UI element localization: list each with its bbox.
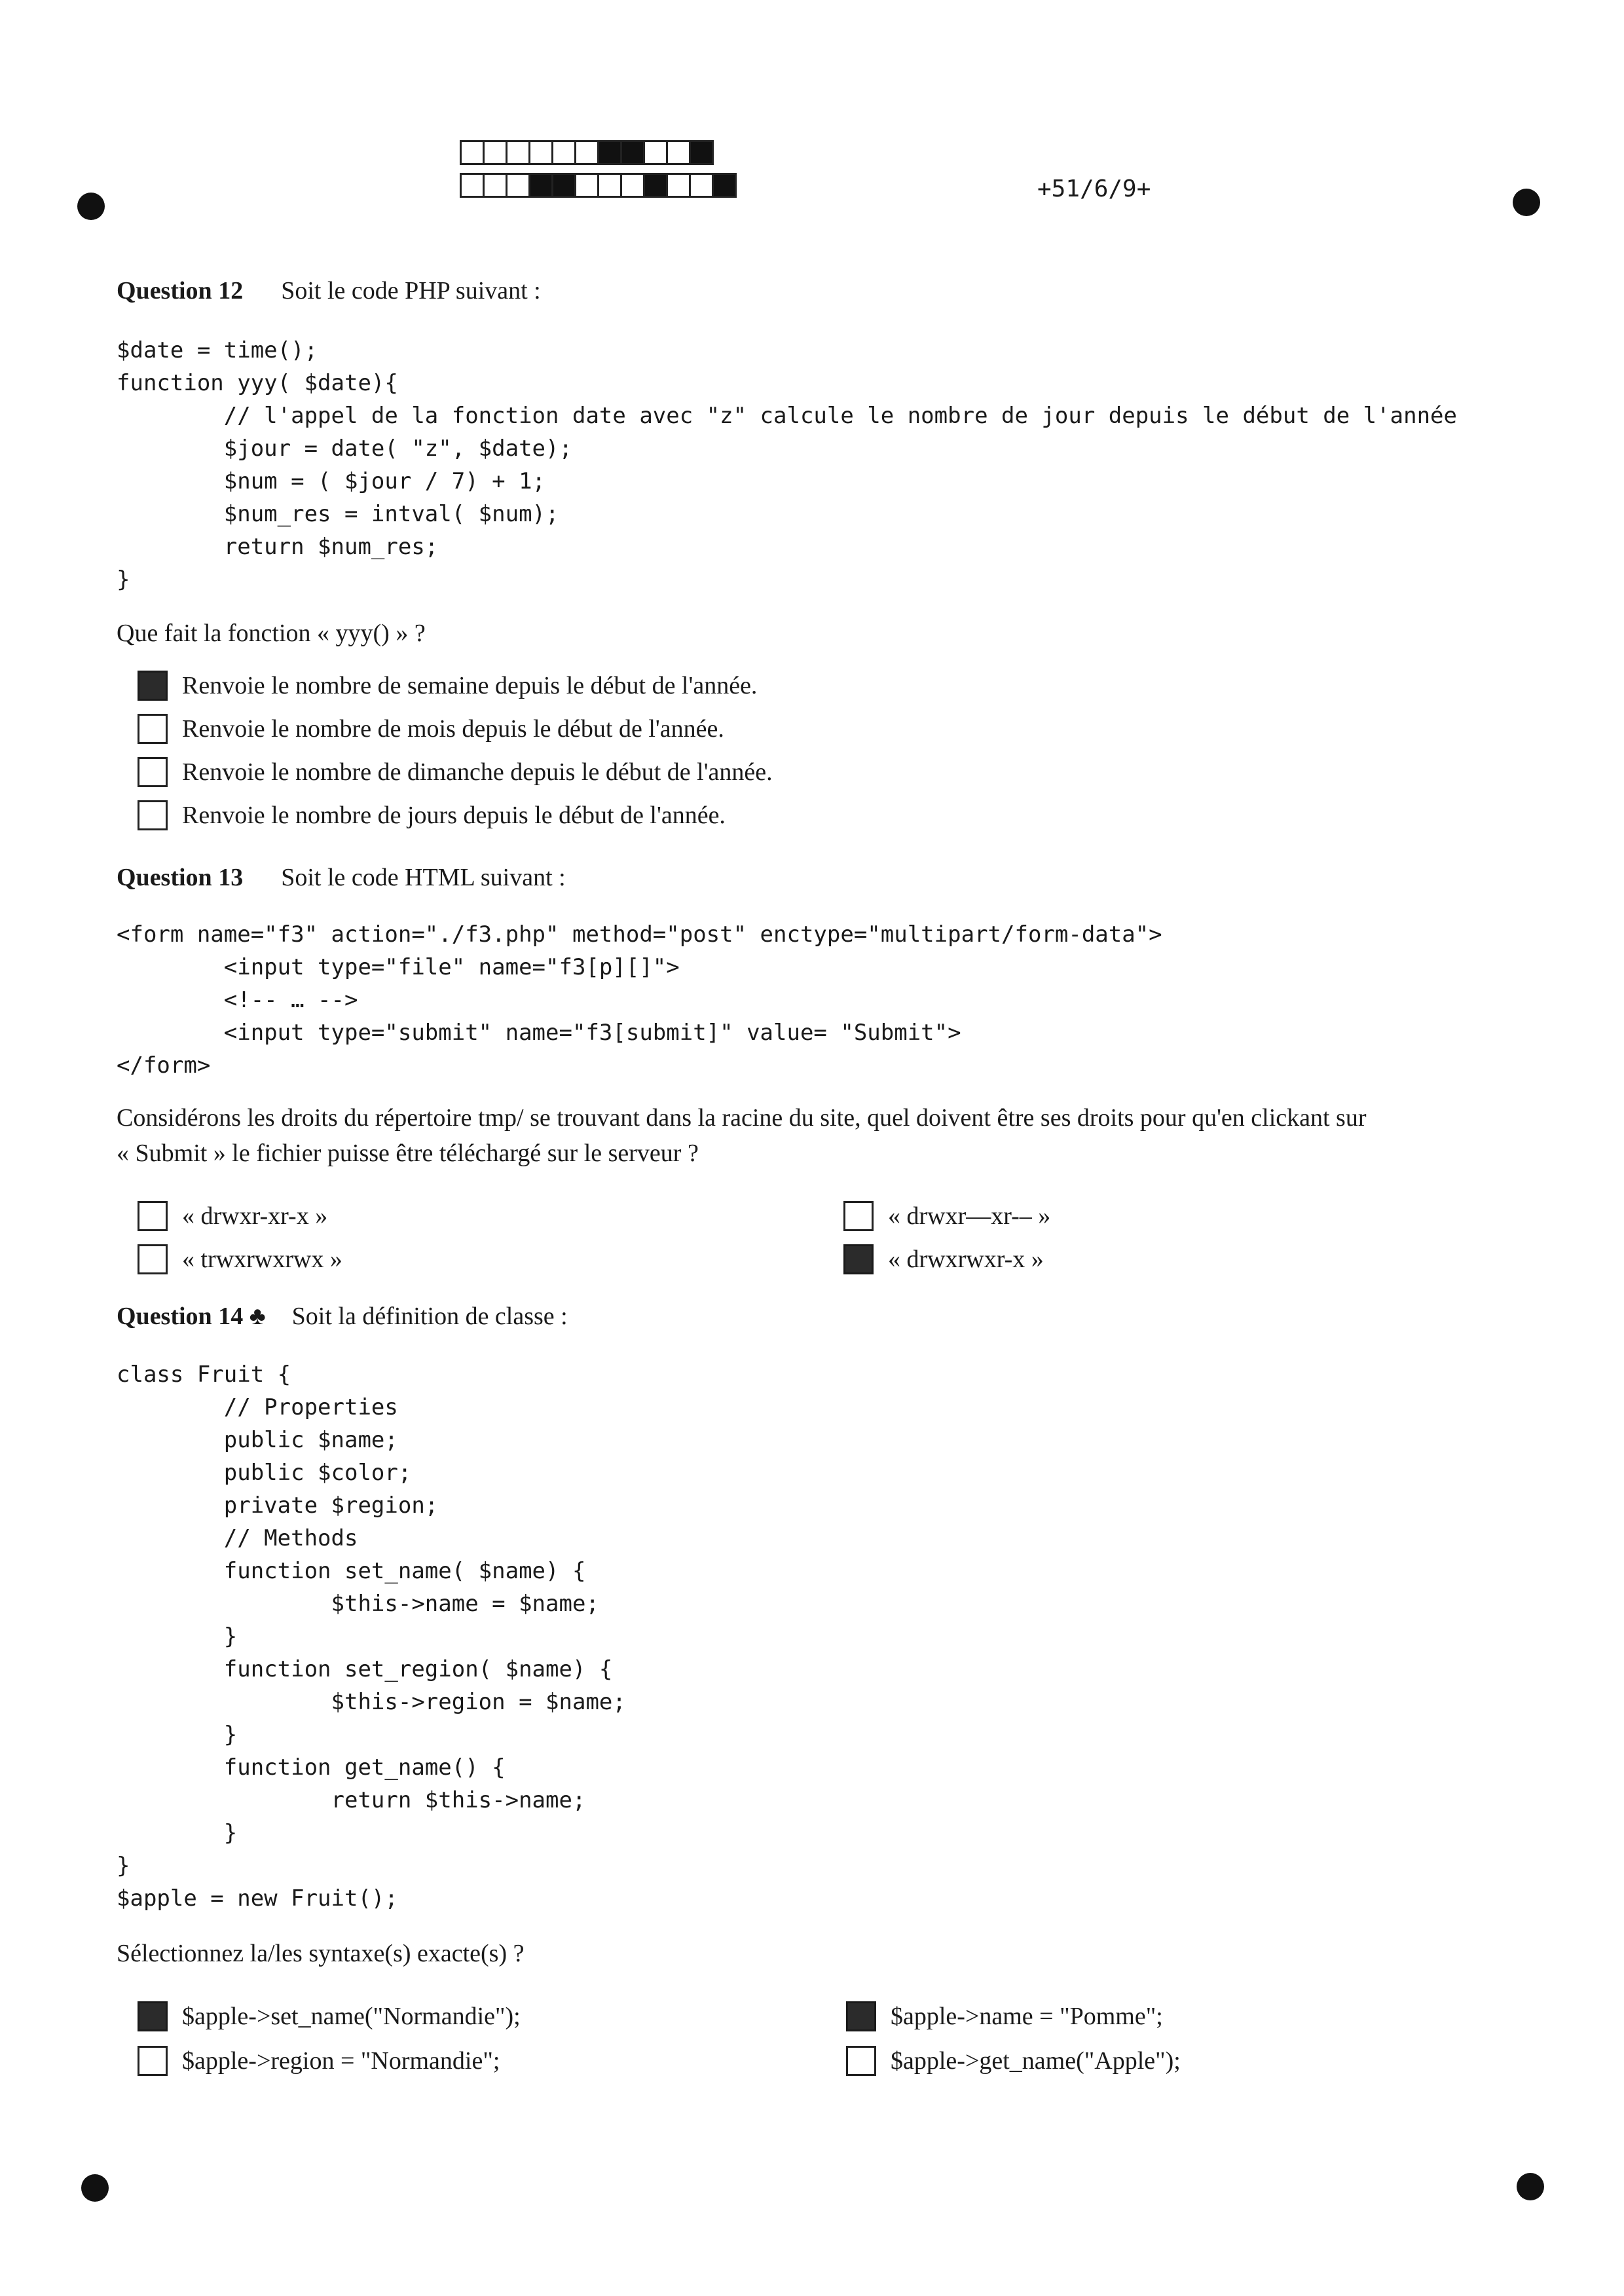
question-number: Question 12 — [117, 277, 244, 305]
registration-mark-bottom-left — [81, 2174, 109, 2202]
answer-label: Renvoie le nombre de dimanche depuis le début de l'année. — [182, 758, 773, 786]
answer-label: Renvoie le nombre de mois depuis le début de l'année. — [182, 715, 724, 743]
code-line: </form> — [117, 1052, 211, 1079]
question-title: Soit le code HTML suivant : — [281, 864, 566, 891]
answer-label: Renvoie le nombre de semaine depuis le début de l'année. — [182, 672, 758, 699]
php-code-block — [117, 334, 1457, 596]
prompt-line: « Submit » le fichier puisse être téléchargé sur le serveur ? — [117, 1139, 699, 1167]
code-line: } — [117, 1853, 130, 1879]
code-line: } — [117, 566, 130, 593]
answer-option[interactable] — [138, 1201, 327, 1231]
code-line: <input type="submit" name="f3[submit]" value= "Submit"> — [117, 1020, 961, 1046]
answer-label: « drwxr-xr-x » — [182, 1202, 328, 1230]
code-line: function yyy( $date){ — [117, 370, 398, 396]
registration-mark-bottom-right — [1517, 2173, 1544, 2200]
code-line: $apple = new Fruit(); — [117, 1885, 398, 1912]
prompt-line: Considérons les droits du répertoire tmp/ se trouvant dans la racine du site, quel doivent être ses droits pour qu'en clickant sur — [117, 1104, 1367, 1132]
question-title: Soit la définition de classe : — [291, 1303, 568, 1330]
answer-option[interactable] — [843, 1244, 1044, 1274]
barcode-cell — [666, 173, 691, 198]
code-line: return $num_res; — [117, 534, 439, 560]
barcode-cell — [483, 173, 507, 198]
code-line: <input type="file" name="f3[p][]"> — [117, 954, 680, 980]
barcode-row-1 — [460, 140, 712, 165]
question-number: Question 13 — [117, 864, 244, 891]
barcode-cell — [506, 140, 530, 165]
code-line: } — [117, 1623, 238, 1650]
page-identifier: +51/6/9+ — [1037, 176, 1151, 202]
checkbox-checked[interactable] — [846, 2001, 876, 2031]
question-14-header — [117, 1302, 568, 1331]
code-line: <!-- … --> — [117, 987, 358, 1013]
code-line: $jour = date( "z", $date); — [117, 435, 572, 462]
code-line: $date = time(); — [117, 337, 318, 363]
code-line: $this->name = $name; — [117, 1591, 599, 1617]
checkbox-checked[interactable] — [843, 1244, 874, 1274]
checkbox[interactable] — [843, 1201, 874, 1231]
checkbox[interactable] — [138, 714, 168, 744]
code-line: public $color; — [117, 1460, 412, 1486]
question-14-prompt: Sélectionnez la/les syntaxe(s) exacte(s) ? — [117, 1940, 525, 1967]
checkbox[interactable] — [138, 2046, 168, 2076]
answer-option[interactable] — [138, 2001, 521, 2031]
code-line: // Methods — [117, 1525, 358, 1551]
barcode-row-2 — [460, 173, 735, 198]
code-line: public $name; — [117, 1427, 398, 1453]
code-line: class Fruit { — [117, 1361, 291, 1388]
barcode-cell — [574, 173, 599, 198]
barcode-cell — [712, 173, 737, 198]
barcode-cell — [666, 140, 691, 165]
answer-option[interactable] — [138, 671, 757, 701]
code-line: } — [117, 1722, 238, 1748]
question-12-prompt: Que fait la fonction « yyy() » ? — [117, 620, 426, 647]
checkbox[interactable] — [138, 757, 168, 787]
code-line: // l'appel de la fonction date avec "z" calcule le nombre de jour depuis le début de l'année — [117, 403, 1457, 429]
barcode-cell — [574, 140, 599, 165]
barcode-cell — [620, 140, 645, 165]
code-line: } — [117, 1820, 238, 1846]
answer-option[interactable] — [138, 757, 773, 787]
checkbox[interactable] — [138, 1244, 168, 1274]
answer-option[interactable] — [138, 2046, 500, 2076]
registration-mark-top-right — [1513, 189, 1540, 216]
checkbox[interactable] — [138, 1201, 168, 1231]
code-line: return $this->name; — [117, 1787, 586, 1813]
code-line: function set_region( $name) { — [117, 1656, 613, 1682]
registration-mark-top-left — [77, 193, 105, 220]
html-code-block — [117, 918, 1162, 1082]
answer-option[interactable] — [138, 714, 724, 744]
code-line: function get_name() { — [117, 1754, 506, 1781]
club-icon: ♣ — [249, 1303, 266, 1330]
barcode-cell — [551, 173, 576, 198]
question-13-prompt — [117, 1100, 1367, 1171]
barcode-cell — [460, 140, 485, 165]
barcode-cell — [643, 173, 668, 198]
answer-label: $apple->get_name("Apple"); — [891, 2047, 1181, 2075]
answer-option[interactable] — [138, 1244, 342, 1274]
question-title: Soit le code PHP suivant : — [281, 277, 541, 305]
answer-label: $apple->region = "Normandie"; — [182, 2047, 500, 2075]
answer-label: « trwxrwxrwx » — [182, 1246, 342, 1273]
answer-option[interactable] — [846, 2046, 1181, 2076]
answer-option[interactable] — [138, 800, 726, 830]
barcode-cell — [528, 173, 553, 198]
question-number: Question 14 — [117, 1303, 244, 1330]
question-13-header — [117, 863, 566, 892]
code-line: <form name="f3" action="./f3.php" method="post" enctype="multipart/form-data"> — [117, 921, 1162, 948]
barcode-cell — [643, 140, 668, 165]
code-line: $this->region = $name; — [117, 1689, 626, 1715]
barcode-cell — [689, 140, 714, 165]
checkbox-checked[interactable] — [138, 2001, 168, 2031]
checkbox[interactable] — [138, 800, 168, 830]
answer-option[interactable] — [843, 1201, 1050, 1231]
answer-label: $apple->name = "Pomme"; — [891, 2003, 1163, 2030]
barcode-cell — [620, 173, 645, 198]
answer-option[interactable] — [846, 2001, 1163, 2031]
barcode-cell — [689, 173, 714, 198]
checkbox[interactable] — [846, 2046, 876, 2076]
code-line: $num = ( $jour / 7) + 1; — [117, 468, 546, 494]
barcode-cell — [483, 140, 507, 165]
barcode-cell — [460, 173, 485, 198]
code-line: function set_name( $name) { — [117, 1558, 586, 1584]
code-line: private $region; — [117, 1492, 439, 1519]
barcode-cell — [597, 140, 622, 165]
code-line: $num_res = intval( $num); — [117, 501, 559, 527]
code-line: // Properties — [117, 1394, 398, 1420]
question-12-header — [117, 276, 541, 305]
answer-label: « drwxrwxr-x » — [888, 1246, 1044, 1273]
answer-label: « drwxr—xr-– » — [888, 1202, 1051, 1230]
answer-label: $apple->set_name("Normandie"); — [182, 2003, 521, 2030]
answer-label: Renvoie le nombre de jours depuis le début de l'année. — [182, 802, 726, 829]
barcode-cell — [551, 140, 576, 165]
php-class-code-block — [117, 1358, 626, 1915]
barcode-cell — [506, 173, 530, 198]
barcode-cell — [528, 140, 553, 165]
barcode-cell — [597, 173, 622, 198]
checkbox-checked[interactable] — [138, 671, 168, 701]
